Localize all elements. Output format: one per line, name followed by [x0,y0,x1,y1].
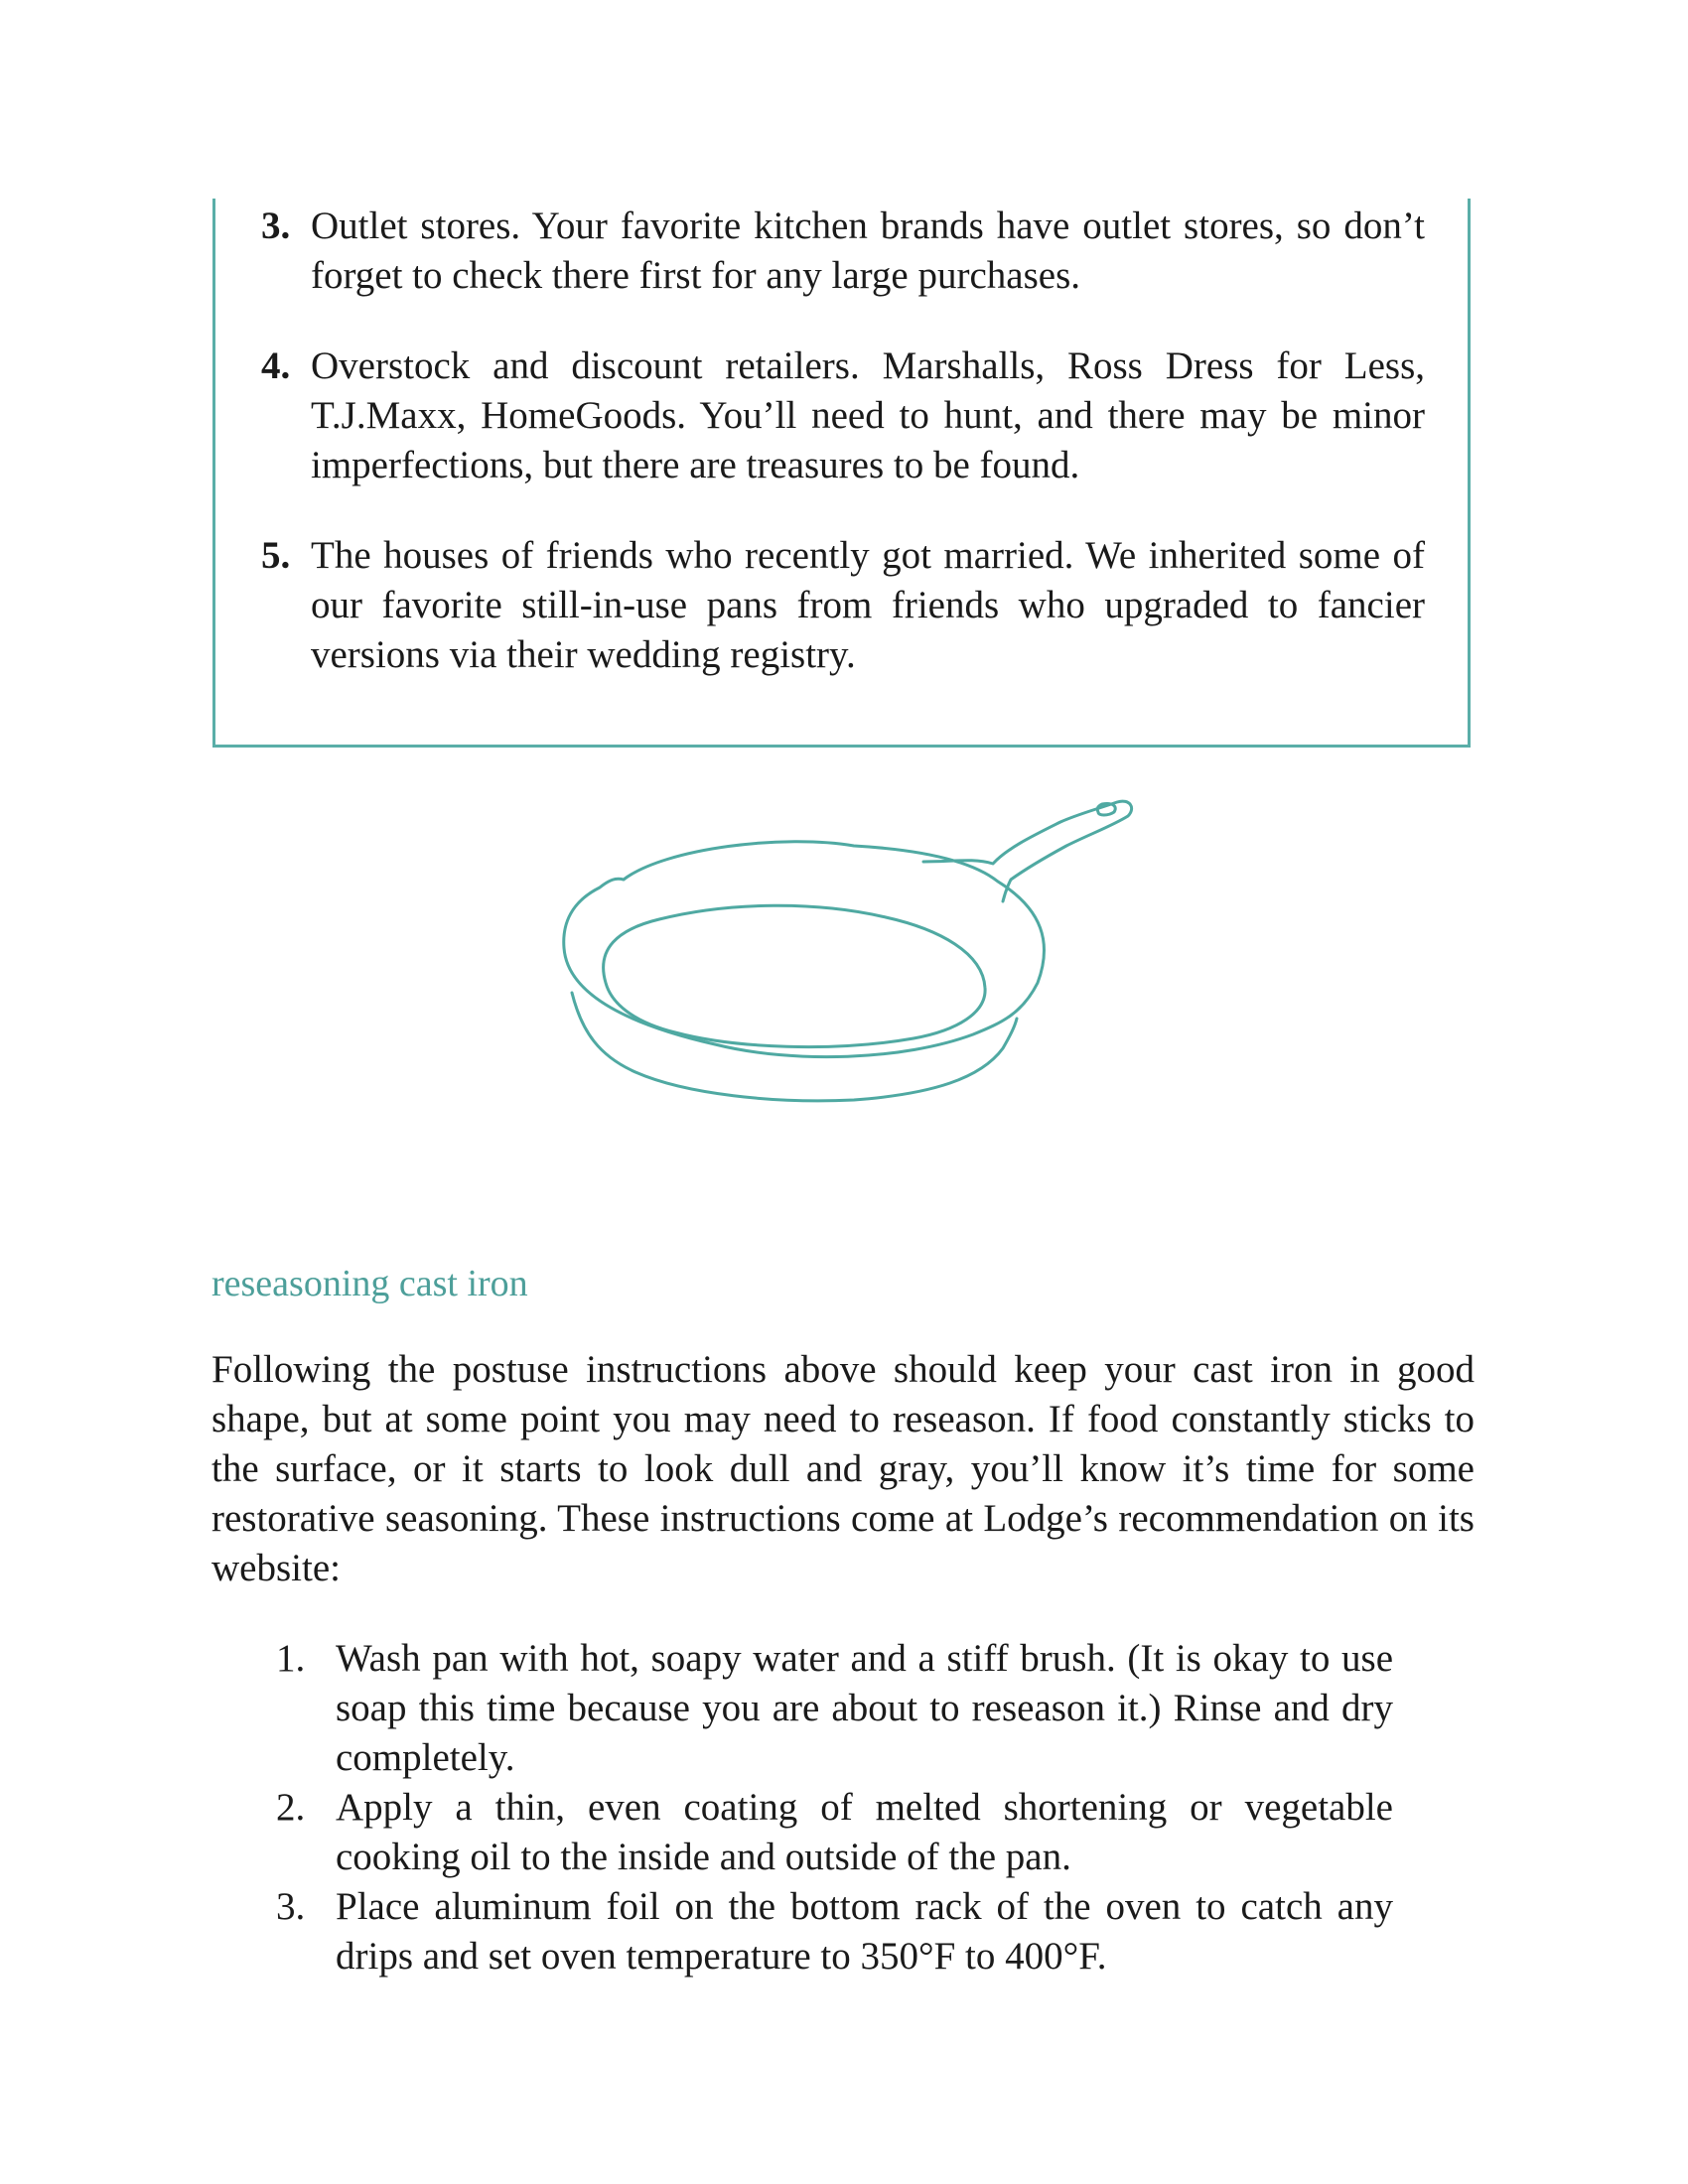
tip-number: 3. [261,205,291,247]
body-paragraph: Following the postuse instructions above should keep your cast iron in good shape, but at some point you may need to reseason. If food constantly sticks to the surface, or it starts to look dull and gray, you’ll know it’s time for some restorative seasoning. These instructions come at Lodge’s recommendation on its website: [211,1348,1475,1589]
tip-text: Overstock and discount retailers. Marshalls, Ross Dress for Less, T.J.Maxx, HomeGoods. You’ll need to hunt, and there may be minor imperfections, but there are treasures to be found. [311,344,1425,486]
step-number: 1. [276,1637,306,1680]
step-number: 2. [276,1786,306,1829]
tip-number: 5. [261,534,291,577]
step-text: Apply a thin, even coating of melted shortening or vegetable cooking oil to the inside and outside of the pan. [336,1786,1393,1878]
step-number: 3. [276,1885,306,1928]
step-item [276,1634,1393,1783]
step-text: Wash pan with hot, soapy water and a stiff brush. (It is okay to use soap this time because you are about to reseason it.) Rinse and dry completely. [336,1637,1393,1779]
step-item [276,1783,1393,1882]
cast-iron-skillet-icon [536,784,1152,1191]
section-heading: reseasoning cast iron [211,1263,528,1304]
tip-text: The houses of friends who recently got married. We inherited some of our favorite still-in-use pans from friends who upgraded to fancier versions via their wedding registry. [311,534,1425,676]
tip-number: 4. [261,344,291,387]
tip-text: Outlet stores. Your favorite kitchen brands have outlet stores, so don’t forget to check there first for any large purchases. [311,205,1425,297]
step-text: Place aluminum foil on the bottom rack of the oven to catch any drips and set oven temperature to 350°F to 400°F. [336,1885,1393,1978]
tip-item [261,202,1425,301]
step-item [276,1882,1393,1981]
tip-item [261,531,1425,680]
tip-item [261,341,1425,490]
